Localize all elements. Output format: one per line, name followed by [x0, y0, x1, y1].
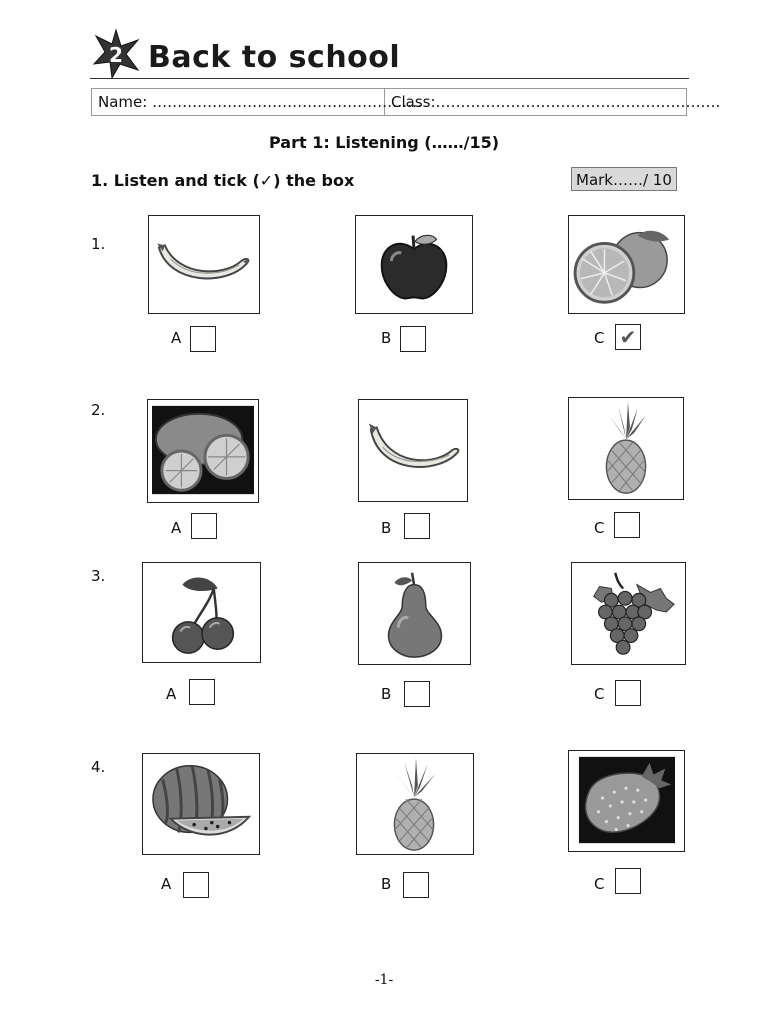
grapes-picture [571, 562, 686, 665]
checkmark-icon: ✔ [619, 325, 637, 349]
mark-box: Mark……/ 10 [571, 167, 677, 191]
lemon-icon [148, 400, 258, 502]
option-letter: A [171, 519, 182, 537]
option-letter: B [381, 685, 392, 703]
tick-box[interactable] [191, 513, 217, 539]
item-number: 4. [91, 758, 106, 776]
option-letter: C [594, 519, 605, 537]
pear-icon [359, 563, 470, 664]
unit-title [90, 28, 690, 80]
orange-icon [569, 216, 684, 313]
tick-box[interactable] [190, 326, 216, 352]
page-title: Back to school [148, 40, 401, 75]
pineapple-icon [357, 754, 473, 854]
option-letter: B [381, 875, 392, 893]
item-number: 1. [91, 235, 106, 253]
class-field[interactable]: Class:………………………………………………… [391, 93, 721, 111]
pineapple-picture [568, 397, 684, 500]
lemon-picture [147, 399, 259, 503]
question-title: 1. Listen and tick (✓) the box [91, 171, 355, 190]
option-letter: B [381, 329, 392, 347]
student-info-row [91, 88, 721, 116]
cherries-icon [143, 563, 260, 662]
tick-box[interactable] [404, 681, 430, 707]
item-number: 2. [91, 401, 106, 419]
pineapple-icon [569, 398, 683, 499]
page-number: -1- [374, 972, 394, 988]
banana-icon [359, 400, 467, 501]
banana-picture [358, 399, 468, 502]
pear-picture [358, 562, 471, 665]
tick-box[interactable] [400, 326, 426, 352]
title-divider [90, 78, 689, 79]
tick-box[interactable] [614, 512, 640, 538]
tick-box[interactable] [189, 679, 215, 705]
tick-box[interactable] [404, 513, 430, 539]
option-letter: A [171, 329, 182, 347]
tick-box[interactable] [615, 680, 641, 706]
option-letter: A [161, 875, 172, 893]
option-letter: C [594, 329, 605, 347]
item-number: 3. [91, 567, 106, 585]
watermelon-picture [142, 753, 260, 855]
apple-picture [355, 215, 473, 314]
unit-badge-star-icon [90, 28, 142, 80]
tick-box[interactable] [615, 868, 641, 894]
option-letter: B [381, 519, 392, 537]
cherries-picture [142, 562, 261, 663]
option-letter: C [594, 685, 605, 703]
tick-box[interactable] [183, 872, 209, 898]
name-field[interactable]: Name: ……………………………………………… [92, 89, 385, 115]
option-letter: A [166, 685, 177, 703]
banana-icon [149, 216, 259, 313]
pineapple-picture [356, 753, 474, 855]
part-title: Part 1: Listening (……/15) [268, 133, 500, 152]
tick-box[interactable] [403, 872, 429, 898]
option-letter: C [594, 875, 605, 893]
tick-box-checked[interactable] [615, 324, 641, 350]
strawberry-icon [569, 751, 684, 851]
banana-picture [148, 215, 260, 314]
orange-picture [568, 215, 685, 314]
watermelon-icon [143, 754, 259, 854]
strawberry-picture [568, 750, 685, 852]
grapes-icon [572, 563, 685, 664]
unit-number: 2 [109, 43, 123, 67]
apple-icon [356, 216, 472, 313]
